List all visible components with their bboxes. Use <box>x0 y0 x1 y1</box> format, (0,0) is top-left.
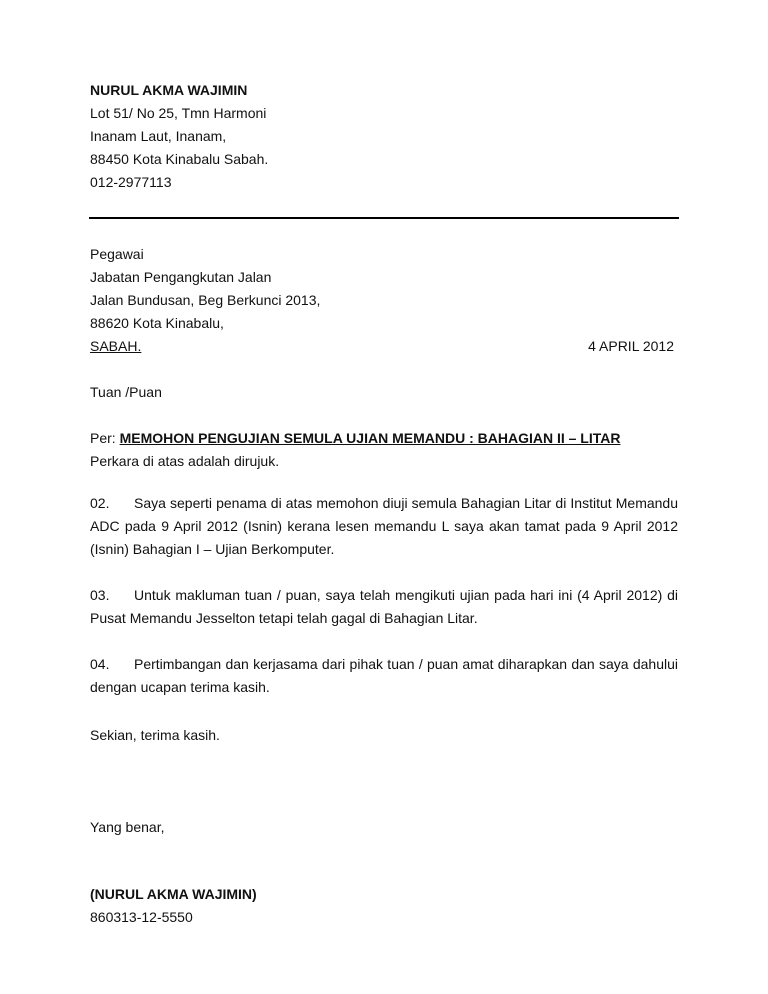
recipient-line-1: Pegawai <box>90 246 144 262</box>
paragraph-text: Saya seperti penama di atas memohon diuji semula Bahagian Litar di Institut Memandu ADC pada 9 April 2012 (Isnin) kerana lesen memandu L saya akan tamat pada 9 April 2012 (Isnin) Bahagian I – Ujian Berkomputer. <box>90 495 678 557</box>
closing-line: Sekian, terima kasih. <box>90 727 220 743</box>
recipient-line-2: Jabatan Pengangkutan Jalan <box>90 269 272 285</box>
sender-address-line-2: Inanam Laut, Inanam, <box>90 128 227 144</box>
paragraph-02 <box>90 492 678 561</box>
paragraph-04 <box>90 653 678 699</box>
subject-line <box>90 429 620 447</box>
sender-address-line-3: 88450 Kota Kinabalu Sabah. <box>90 151 269 167</box>
salutation: Tuan /Puan <box>90 384 162 400</box>
subject-title: MEMOHON PENGUJIAN SEMULA UJIAN MEMANDU : BAHAGIAN II – LITAR <box>119 430 621 446</box>
paragraph-text: Untuk makluman tuan / puan, saya telah mengikuti ujian pada hari ini (4 April 2012) di Pusat Memandu Jesselton tetapi telah gagal di Bahagian Litar. <box>90 587 678 626</box>
sender-name: NURUL AKMA WAJIMIN <box>90 82 248 98</box>
paragraph-number: 03. <box>90 587 110 603</box>
sign-off: Yang benar, <box>90 819 165 835</box>
sender-address-line-1: Lot 51/ No 25, Tmn Harmoni <box>90 105 267 121</box>
recipient-line-4: 88620 Kota Kinabalu, <box>90 315 224 331</box>
paragraph-number: 02. <box>90 495 110 511</box>
subject-prefix: Per: <box>90 430 116 446</box>
paragraph-text: Pertimbangan dan kerjasama dari pihak tuan / puan amat diharapkan dan saya dahului dengan ucapan terima kasih. <box>90 656 678 695</box>
paragraph-number: 04. <box>90 656 110 672</box>
recipient-state: SABAH. <box>90 338 142 354</box>
letter-date: 4 APRIL 2012 <box>588 338 674 354</box>
recipient-line-3: Jalan Bundusan, Beg Berkunci 2013, <box>90 292 321 308</box>
reference-line: Perkara di atas adalah dirujuk. <box>90 453 280 469</box>
signature-name: (NURUL AKMA WAJIMIN) <box>90 886 257 902</box>
signature-ic-number: 860313-12-5550 <box>90 909 193 925</box>
header-divider <box>89 217 679 219</box>
sender-phone: 012-2977113 <box>90 174 172 190</box>
paragraph-03 <box>90 584 678 630</box>
